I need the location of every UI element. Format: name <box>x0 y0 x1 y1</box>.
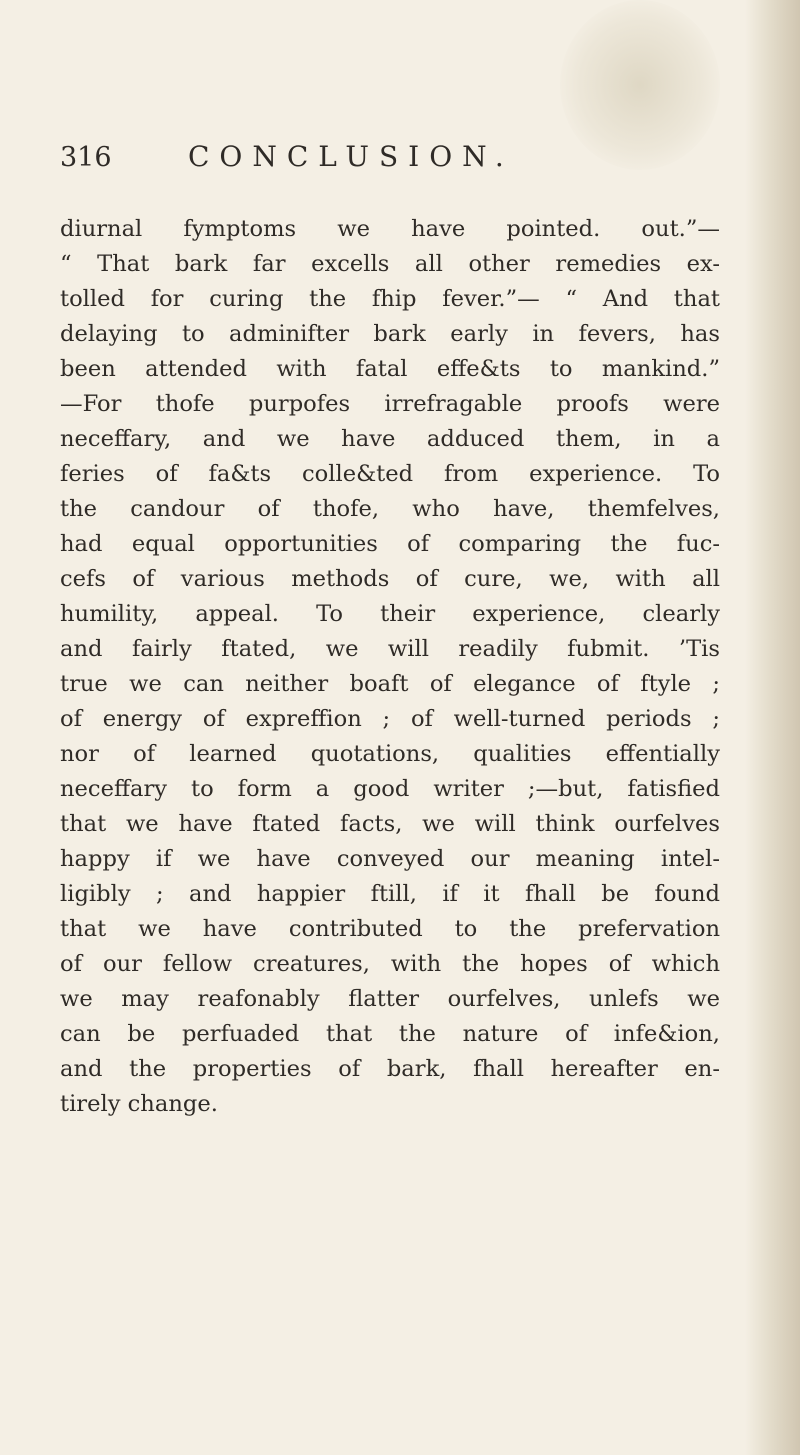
text-line: we may reafonably flatter ourfelves, unlefs we <box>60 986 720 1012</box>
text-line: —For thofe purpofes irrefragable proofs were <box>60 391 720 417</box>
text-line: cefs of various methods of cure, we, with all <box>60 566 720 592</box>
text-line: true we can neither boaft of elegance of ftyle ; <box>60 671 720 697</box>
text-line: and the properties of bark, fhall hereafter en- <box>60 1056 720 1082</box>
text-line: diurnal fymptoms we have pointed. out.”— <box>60 216 720 242</box>
body-text <box>60 212 720 1122</box>
text-line: and fairly ftated, we will readily fubmit. ’Tis <box>60 636 720 662</box>
text-line: “ That bark far excells all other remedies ex- <box>60 251 720 277</box>
text-line: tirely change. <box>60 1091 218 1117</box>
page-number: 316 <box>60 142 112 173</box>
text-line: been attended with fatal effe&ts to mankind.” <box>60 356 720 382</box>
text-line: neceffary, and we have adduced them, in a <box>60 426 720 452</box>
text-line: that we have ftated facts, we will think ourfelves <box>60 811 720 837</box>
page-header <box>60 132 700 192</box>
page-edge-shadow <box>745 0 800 1455</box>
text-line: can be perfuaded that the nature of infe&ion, <box>60 1021 720 1047</box>
text-line: of energy of expreffion ; of well-turned periods ; <box>60 706 720 732</box>
text-line: tolled for curing the fhip fever.”— “ And that <box>60 286 720 312</box>
text-line: neceffary to form a good writer ;—but, fatisfied <box>60 776 720 802</box>
text-line: the candour of thofe, who have, themfelves, <box>60 496 720 522</box>
text-line: of our fellow creatures, with the hopes of which <box>60 951 720 977</box>
text-line: ligibly ; and happier ftill, if it fhall be found <box>60 881 720 907</box>
text-line: had equal opportunities of comparing the fuc- <box>60 531 720 557</box>
text-line: happy if we have conveyed our meaning intel- <box>60 846 720 872</box>
text-line: delaying to adminifter bark early in fevers, has <box>60 321 720 347</box>
text-line: humility, appeal. To their experience, clearly <box>60 601 720 627</box>
text-line: feries of fa&ts colle&ted from experience. To <box>60 461 720 487</box>
text-line: nor of learned quotations, qualities effentially <box>60 741 720 767</box>
text-line: that we have contributed to the prefervation <box>60 916 720 942</box>
running-head: CONCLUSION. <box>188 140 514 173</box>
